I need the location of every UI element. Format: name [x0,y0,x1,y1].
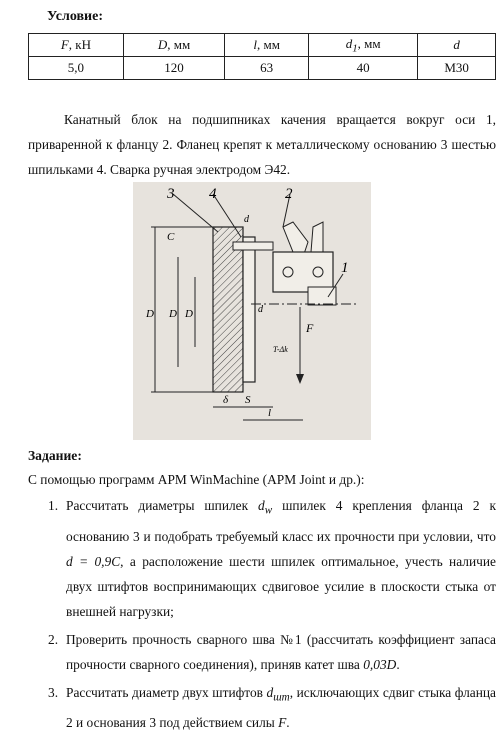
weld-label: T-Δk [273,345,288,354]
header-cell: F, кН [29,34,124,57]
list-item: 1. Рассчитать диаметры шпилек $d_w$ шпилек 4 крепления фланца 2 к основанию 3 и подобрать требуемый класс их прочности при условии, что d = 0,9C, а расположение шести шпилек оптимальное, учесть наличие двух штифтов воспринимающих сдвиговое усилие в плоскости стыка от внешней нагрузки; [28,493,496,624]
list-item: 3. Рассчитать диаметр двух штифтов $d_{шт}$, исключающих сдвиг стыка фланца 2 и основания 3 под действием силы F. [28,680,496,736]
dim-label-f: F [306,321,314,335]
item-number: 2. [48,631,59,647]
header-cell: D, мм [123,34,224,57]
flange [243,237,255,382]
axle-end [308,287,336,305]
header-cell: d [418,34,496,57]
value-cell: 40 [309,57,418,80]
dim-label-d: D [169,308,177,320]
dim-label-dw: d [244,214,249,225]
stud [233,242,273,250]
value-cell: М30 [418,57,496,80]
task-title: Задание: [28,448,82,463]
pulley-body [273,252,333,292]
value-cell: 5,0 [29,57,124,80]
dim-label-s: S [245,394,251,406]
table-row [29,57,496,80]
dim-label-delta: δ [223,394,229,406]
item-number: 3. [48,684,59,700]
callout-4: 4 [209,186,217,202]
callout-1: 1 [341,260,349,276]
table-header-row [29,34,496,57]
condition-title: Условие: [47,9,103,24]
callout-3: 3 [167,186,175,202]
description-paragraph: Канатный блок на подшипниках качения вращается вокруг оси 1, приваренной к фланцу 2. Фланец крепят к металлическому основанию 3 шестью шпильками 4. Сварка ручная электродом Э42. [28,112,496,177]
task-list [28,493,496,738]
task-intro: С помощью программ APM WinMachine (APM Joint и др.): [28,472,365,487]
parameters-table [28,33,496,80]
dim-label-c: C [167,231,175,243]
header-cell: l, мм [225,34,309,57]
value-cell: 63 [225,57,309,80]
value-cell: 120 [123,57,224,80]
dim-label-l: l [268,407,272,419]
item-number: 1. [48,498,59,513]
base-plate [213,227,243,392]
dim-label-d2: D [185,308,193,320]
dim-label-d1-axis: d [258,304,263,315]
technical-drawing [133,182,371,440]
list-item: 2. Проверить прочность сварного шва №1 (рассчитать коэффициент запаса прочности сварного соединения), приняв катет шва 0,03D. [28,627,496,677]
header-cell: $d_1$, мм [309,34,418,57]
dim-label-d1: D [146,308,154,320]
callout-2: 2 [285,186,293,202]
